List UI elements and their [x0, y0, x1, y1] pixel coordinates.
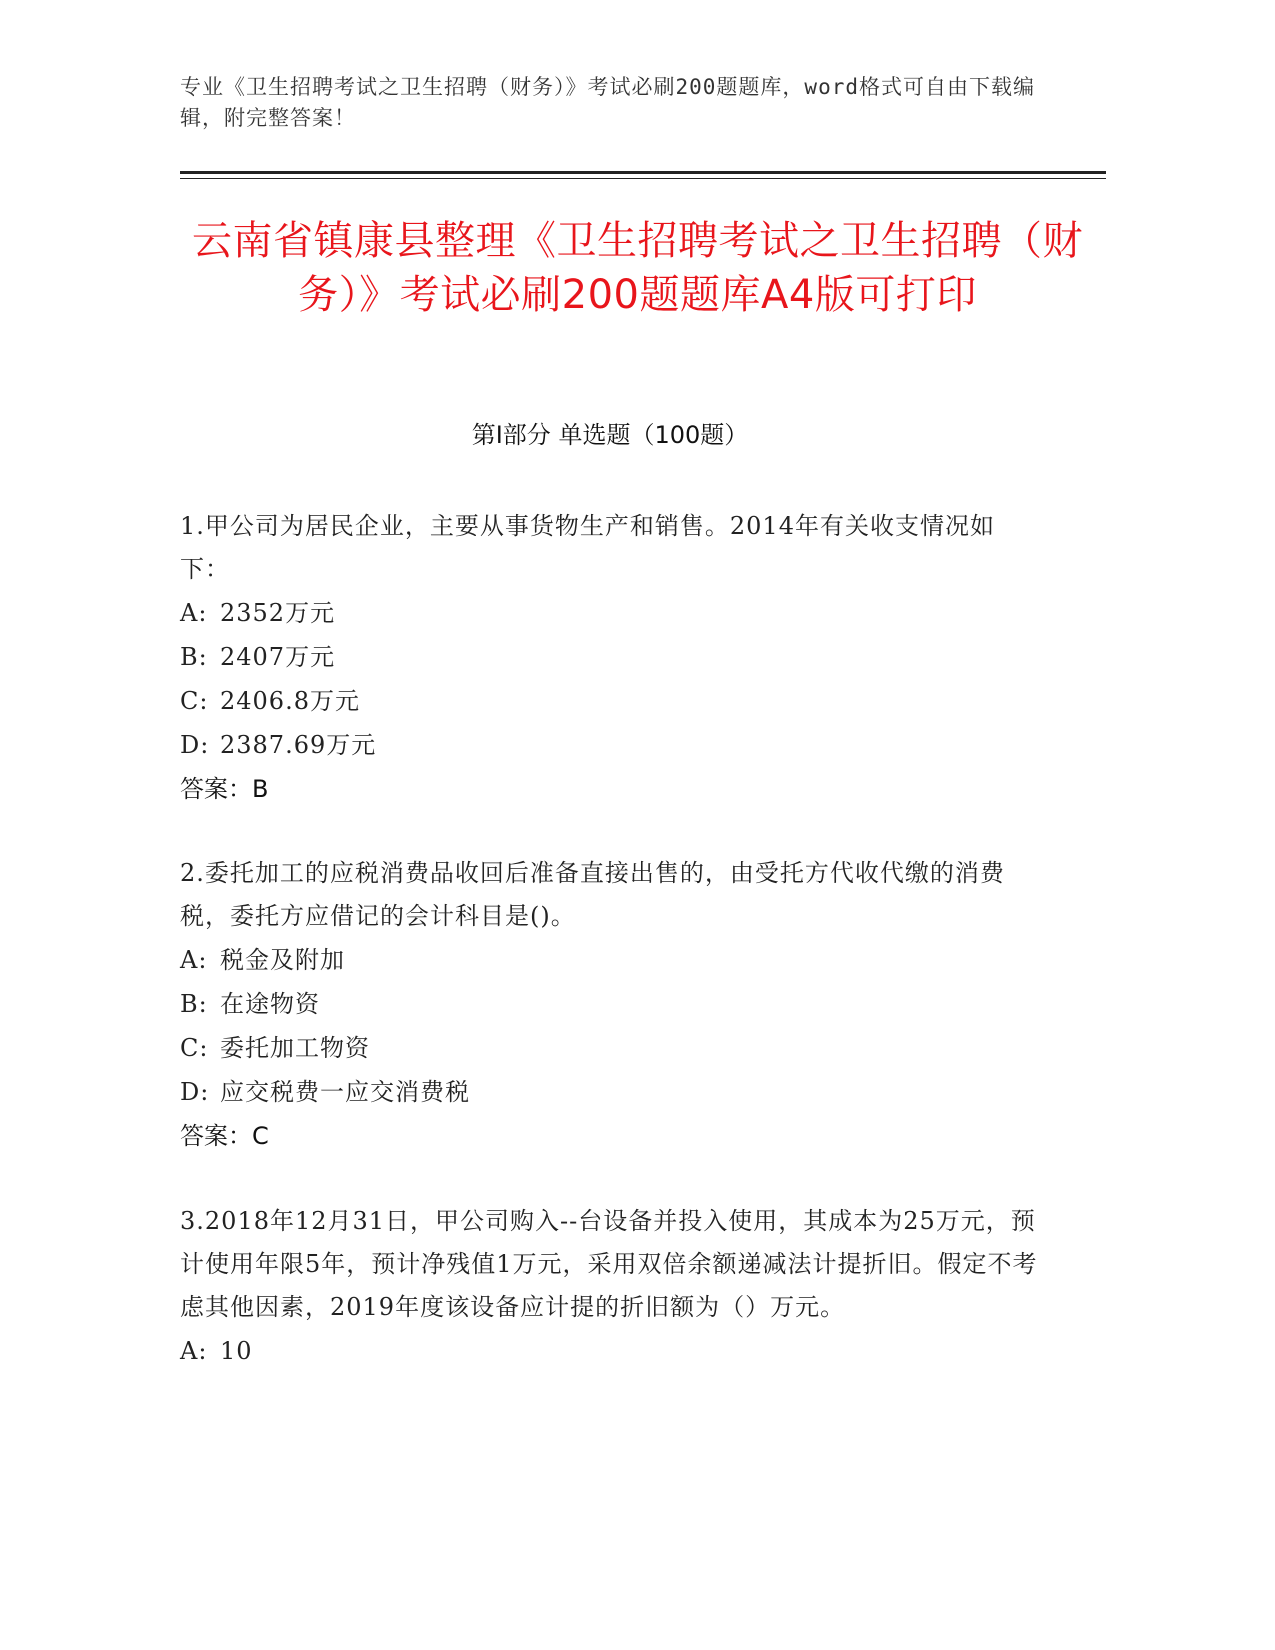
question-stem: 3.2018年12月31日，甲公司购入--台设备并投入使用，其成本为25万元，预计使用年限5年，预计净残值1万元，采用双倍余额递减法计提折旧。假定不考虑其他因素，2019年度该设备应计提的折旧额为（）万元。: [180, 1207, 1038, 1321]
option-label: A:: [180, 599, 208, 627]
option-b: [180, 635, 1060, 679]
option-c: [180, 1026, 1060, 1070]
answer: 答案：C: [180, 1122, 269, 1150]
option-text: 10: [220, 1337, 253, 1365]
question-stem: 2.委托加工的应税消费品收回后准备直接出售的，由受托方代收代缴的消费税，委托方应借记的会计科目是()。: [180, 859, 1005, 930]
option-label: B:: [180, 990, 208, 1018]
header-divider-thin: [180, 178, 1106, 179]
option-label: C:: [180, 687, 209, 715]
option-label: D:: [180, 1078, 210, 1106]
option-b: [180, 982, 1060, 1026]
option-text: 委托加工物资: [220, 1034, 370, 1062]
option-a: [180, 1329, 1060, 1373]
document-title: 云南省镇康县整理《卫生招聘考试之卫生招聘（财务）》考试必刷200题题库A4版可打印: [192, 218, 1083, 318]
option-text: 应交税费一应交消费税: [220, 1078, 470, 1106]
option-text: 2387.69万元: [220, 731, 377, 759]
question-3: [180, 1200, 1060, 1373]
question-1: [180, 505, 1060, 811]
option-label: A:: [180, 946, 208, 974]
question-stem: 1.甲公司为居民企业，主要从事货物生产和销售。2014年有关收支情况如下：: [180, 512, 995, 583]
section-heading: 第Ⅰ部分 单选题（100题）: [471, 421, 749, 449]
option-text: 在途物资: [220, 990, 320, 1018]
option-d: [180, 723, 1060, 767]
option-a: [180, 591, 1060, 635]
option-text: 2406.8万元: [220, 687, 360, 715]
option-c: [180, 679, 1060, 723]
answer: 答案：B: [180, 775, 269, 803]
option-text: 2352万元: [220, 599, 336, 627]
header-divider-thick: [180, 171, 1106, 174]
option-label: D:: [180, 731, 210, 759]
option-a: [180, 938, 1060, 982]
question-2: [180, 852, 1060, 1158]
option-label: A:: [180, 1337, 208, 1365]
option-label: C:: [180, 1034, 209, 1062]
option-text: 税金及附加: [220, 946, 345, 974]
option-text: 2407万元: [220, 643, 336, 671]
option-d: [180, 1070, 1060, 1114]
option-label: B:: [180, 643, 208, 671]
header-note: 专业《卫生招聘考试之卫生招聘（财务）》考试必刷200题题库，word格式可自由下载编辑，附完整答案！: [180, 75, 1035, 130]
